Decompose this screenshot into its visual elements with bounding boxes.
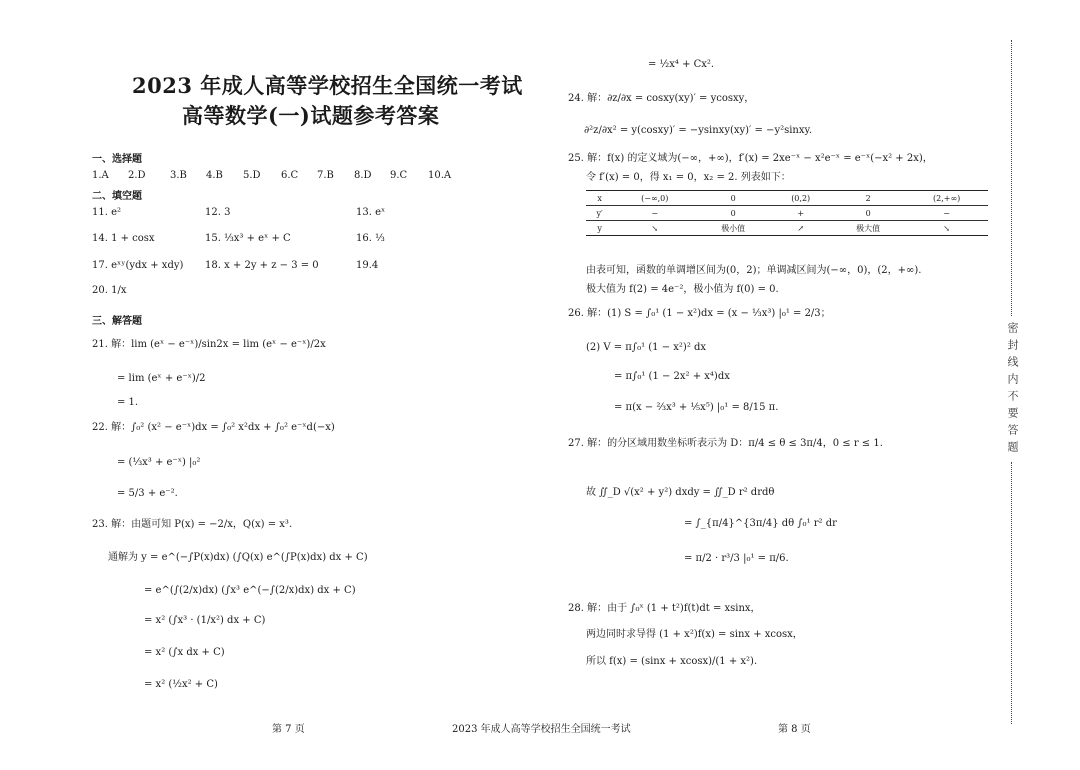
- right-line-16: 28. 解：由于 ∫₀ˣ (1 + t²)f(t)dt = xsinx，: [568, 603, 761, 614]
- choice-2: 2.D: [128, 170, 146, 181]
- choice-4: 4.B: [206, 170, 223, 181]
- sign-cell: x: [586, 191, 613, 206]
- right-line-15: = π/2 · r³/3 |₀¹ = π/6.: [684, 553, 789, 564]
- seal-line-bottom: [1011, 462, 1012, 724]
- right-line-9: (2) V = π∫₀¹ (1 − x²)² dx: [586, 342, 707, 353]
- fill-19: 19.4: [356, 260, 379, 271]
- left-line-7: 23. 解：由题可知 P(x) = −2/x，Q(x) = x³.: [92, 519, 293, 530]
- title-line-1: 2023 年成人高等学校招生全国统一考试: [132, 73, 523, 98]
- section-answer-heading: 三、解答题: [92, 316, 142, 327]
- left-line-10: = x² (∫x³ · (1/x²) dx + C): [144, 615, 266, 626]
- sign-cell: (−∞,0): [613, 191, 696, 206]
- sign-table-row: [586, 206, 988, 221]
- sign-cell: ↗: [770, 221, 831, 236]
- sign-table-row: [586, 221, 988, 236]
- choice-7: 7.B: [317, 170, 334, 181]
- fill-12: 12. 3: [205, 207, 231, 218]
- choice-3: 3.B: [170, 170, 187, 181]
- section-fill-heading: 二、填空题: [92, 191, 142, 202]
- sign-cell: 极小值: [696, 221, 770, 236]
- left-line-3: = 1.: [117, 397, 139, 408]
- choice-8: 8.D: [354, 170, 372, 181]
- sign-cell: +: [770, 206, 831, 221]
- left-line-2: = lim (eˣ + e⁻ˣ)/2: [117, 373, 206, 384]
- left-line-5: = (⅓x³ + e⁻ˣ) |₀²: [117, 457, 201, 468]
- right-line-10: = π∫₀¹ (1 − 2x² + x⁴)dx: [614, 371, 730, 382]
- right-line-6: 由表可知，函数的单调增区间为(0，2)；单调减区间为(−∞，0)，(2，+∞).: [586, 265, 922, 276]
- right-line-2: 24. 解：∂z/∂x = cosxy(xy)′ = ycosxy，: [568, 93, 755, 104]
- right-line-12: 27. 解：的分区域用数坐标听表示为 D：π/4 ≤ θ ≤ 3π/4，0 ≤ r ≤ 1.: [568, 438, 883, 449]
- choice-10: 10.A: [428, 170, 452, 181]
- fill-13: 13. eˣ: [356, 207, 386, 218]
- fill-11: 11. e²: [92, 207, 122, 218]
- choice-5: 5.D: [243, 170, 261, 181]
- sign-table: [586, 190, 988, 236]
- right-line-17: 两边同时求导得 (1 + x²)f(x) = sinx + xcosx，: [586, 629, 803, 640]
- sign-cell: ↘: [613, 221, 696, 236]
- right-line-3: ∂²z/∂x² = y(cosxy)′ = −ysinxy(xy)′ = −y²sinxy.: [584, 125, 813, 136]
- left-line-1: 21. 解：lim (eˣ − e⁻ˣ)/sin2x = lim (eˣ − e⁻ˣ)/2x: [92, 339, 326, 350]
- sign-cell: y: [586, 221, 613, 236]
- right-line-13: 故 ∬_D √(x² + y²) dxdy = ∬_D r² drdθ: [586, 487, 775, 498]
- sign-cell: (0,2): [770, 191, 831, 206]
- fill-14: 14. 1 + cosx: [92, 233, 155, 244]
- right-line-4: 25. 解：f(x) 的定义域为(−∞，+∞)，f′(x) = 2xe⁻ˣ − x²e⁻ˣ = e⁻ˣ(−x² + 2x)，: [568, 153, 933, 164]
- fill-20: 20. 1/x: [92, 285, 127, 296]
- right-line-1: = ½x⁴ + Cx².: [648, 59, 715, 70]
- footer-page-right: 第 8 页: [778, 724, 811, 735]
- fill-18: 18. x + 2y + z − 3 = 0: [205, 260, 319, 271]
- footer-page-left: 第 7 页: [272, 724, 305, 735]
- fill-16: 16. ⅓: [356, 233, 385, 244]
- left-line-6: = 5/3 + e⁻².: [117, 488, 178, 499]
- right-line-7: 极大值为 f(2) = 4e⁻²，极小值为 f(0) = 0.: [586, 284, 779, 295]
- left-line-11: = x² (∫x dx + C): [144, 647, 225, 658]
- choice-9: 9.C: [390, 170, 408, 181]
- left-line-8: 通解为 y = e^(−∫P(x)dx) (∫Q(x) e^(∫P(x)dx) dx + C): [108, 552, 368, 563]
- left-line-9: = e^(∫(2/x)dx) (∫x³ e^(−∫(2/x)dx) dx + C): [144, 585, 356, 596]
- sign-cell: 0: [831, 206, 905, 221]
- sign-cell: 0: [696, 191, 770, 206]
- right-line-18: 所以 f(x) = (sinx + xcosx)/(1 + x²).: [586, 656, 758, 667]
- left-line-4: 22. 解：∫₀² (x² − e⁻ˣ)dx = ∫₀² x²dx + ∫₀² e⁻ˣd(−x): [92, 422, 335, 433]
- fill-17: 17. eˣʸ(ydx + xdy): [92, 260, 184, 271]
- right-line-14: = ∫_{π/4}^{3π/4} dθ ∫₀¹ r² dr: [684, 518, 837, 529]
- left-line-12: = x² (½x² + C): [144, 679, 218, 690]
- seal-notice: 密封线内不要答题: [1006, 322, 1019, 458]
- section-choice-heading: 一、选择题: [92, 154, 142, 165]
- sign-cell: 极大值: [831, 221, 905, 236]
- sign-table-row: [586, 191, 988, 206]
- choice-1: 1.A: [92, 170, 109, 181]
- sign-cell: ↘: [905, 221, 988, 236]
- sign-cell: −: [905, 206, 988, 221]
- sign-cell: −: [613, 206, 696, 221]
- right-line-8: 26. 解：(1) S = ∫₀¹ (1 − x²)dx = (x − ⅓x³) |₀¹ = 2/3；: [568, 308, 831, 319]
- sign-cell: y′: [586, 206, 613, 221]
- title-line-2: 高等数学(一)试题参考答案: [182, 103, 440, 128]
- right-line-11: = π(x − ⅔x³ + ⅕x⁵) |₀¹ = 8/15 π.: [614, 402, 779, 413]
- footer-center: 2023 年成人高等学校招生全国统一考试: [452, 724, 631, 735]
- sign-cell: (2,+∞): [905, 191, 988, 206]
- sign-cell: 0: [696, 206, 770, 221]
- sign-cell: 2: [831, 191, 905, 206]
- choice-6: 6.C: [281, 170, 299, 181]
- seal-line-top: [1011, 40, 1012, 316]
- right-line-5: 令 f′(x) = 0，得 x₁ = 0，x₂ = 2. 列表如下：: [586, 172, 791, 183]
- fill-15: 15. ⅓x³ + eˣ + C: [205, 233, 291, 244]
